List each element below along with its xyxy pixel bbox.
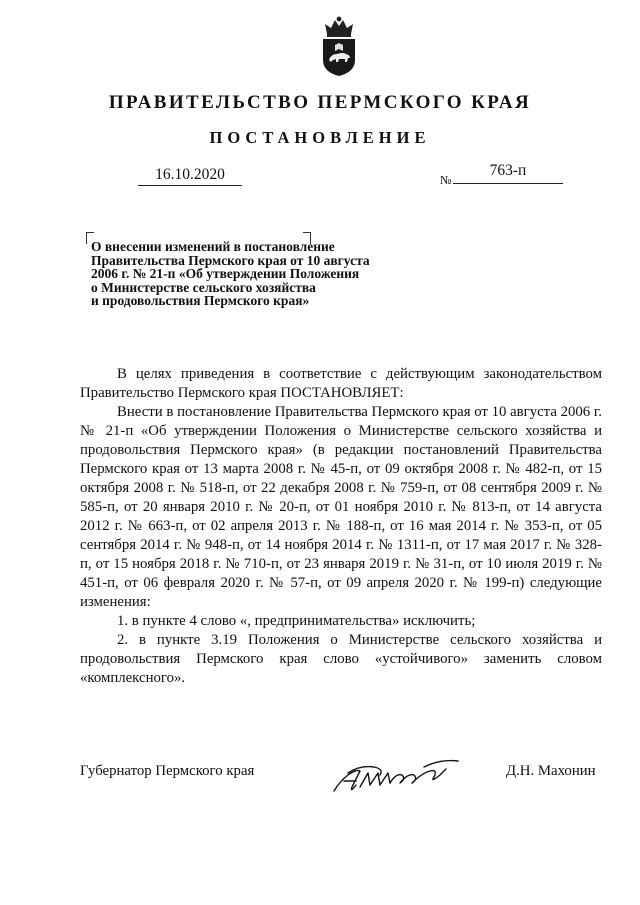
- main-paragraph: Внести в постановление Правительства Пермского края от 10 августа 2006 г. № 21-п «Об утверждении Положения о Министерстве сельского хозяйства и продовольствия Пермского края» (в редакции постановлений Правительства Пермского края от 13 марта 2008 г. № 45-п, от 09 октября 2008 г. № 482-п, от 15 октября 2008 г. № 518-п, от 22 декабря 2008 г. № 759-п, от 08 сентября 2009 г. № 585-п, от 20 января 2010 г. № 20-п, от 01 ноября 2010 г. № 813-п, от 14 августа 2012 г. № 663-п, от 02 апреля 2013 г. № 188-п, от 16 мая 2014 г. № 353-п, от 05 сентября 2014 г. № 948-п, от 14 ноября 2014 г. № 1311-п, от 17 мая 2017 г. № 328-п, от 15 ноября 2018 г. № 710-п, от 23 января 2019 г. № 31-п, от 10 июля 2019 г. № 451-п, от 06 февраля 2020 г. № 57-п, от 09 апреля 2020 г. № 199-п) следующие изменения:: [80, 404, 602, 610]
- subject-line: О внесении изменений в постановление: [91, 239, 335, 254]
- document-body: [80, 365, 602, 688]
- subject-line: Правительства Пермского края от 10 августа: [91, 252, 370, 268]
- handwritten-signature: [330, 751, 462, 797]
- document-number: 763-п: [453, 162, 563, 184]
- item-2-paragraph: 2. в пункте 3.19 Положения о Министерстве сельского хозяйства и продовольствия Пермского края слово «устойчивого» заменить словом «комплексного».: [80, 632, 602, 686]
- coat-of-arms-icon: [319, 14, 359, 78]
- subject-line: и продовольствия Пермского края»: [91, 293, 310, 309]
- signatory-position: Губернатор Пермского края: [80, 763, 255, 779]
- number-sign-label: №: [440, 173, 452, 187]
- document-subject: [91, 240, 431, 308]
- preamble-paragraph: В целях приведения в соответствие с действующим законодательством Правительство Пермского края ПОСТАНОВЛЯЕТ:: [80, 366, 602, 401]
- signatory-name: Д.Н. Махонин: [506, 763, 596, 779]
- document-type-title: ПОСТАНОВЛЕНИЕ: [209, 128, 431, 147]
- document-date: 16.10.2020: [138, 166, 242, 186]
- subject-line: 2006 г. № 21-п «Об утверждении Положения: [91, 266, 360, 282]
- organization-title: ПРАВИТЕЛЬСТВО ПЕРМСКОГО КРАЯ: [108, 92, 532, 113]
- item-1-paragraph: 1. в пункте 4 слово «, предпринимательства» исключить;: [117, 613, 476, 629]
- subject-line: о Министерстве сельского хозяйства: [91, 279, 316, 295]
